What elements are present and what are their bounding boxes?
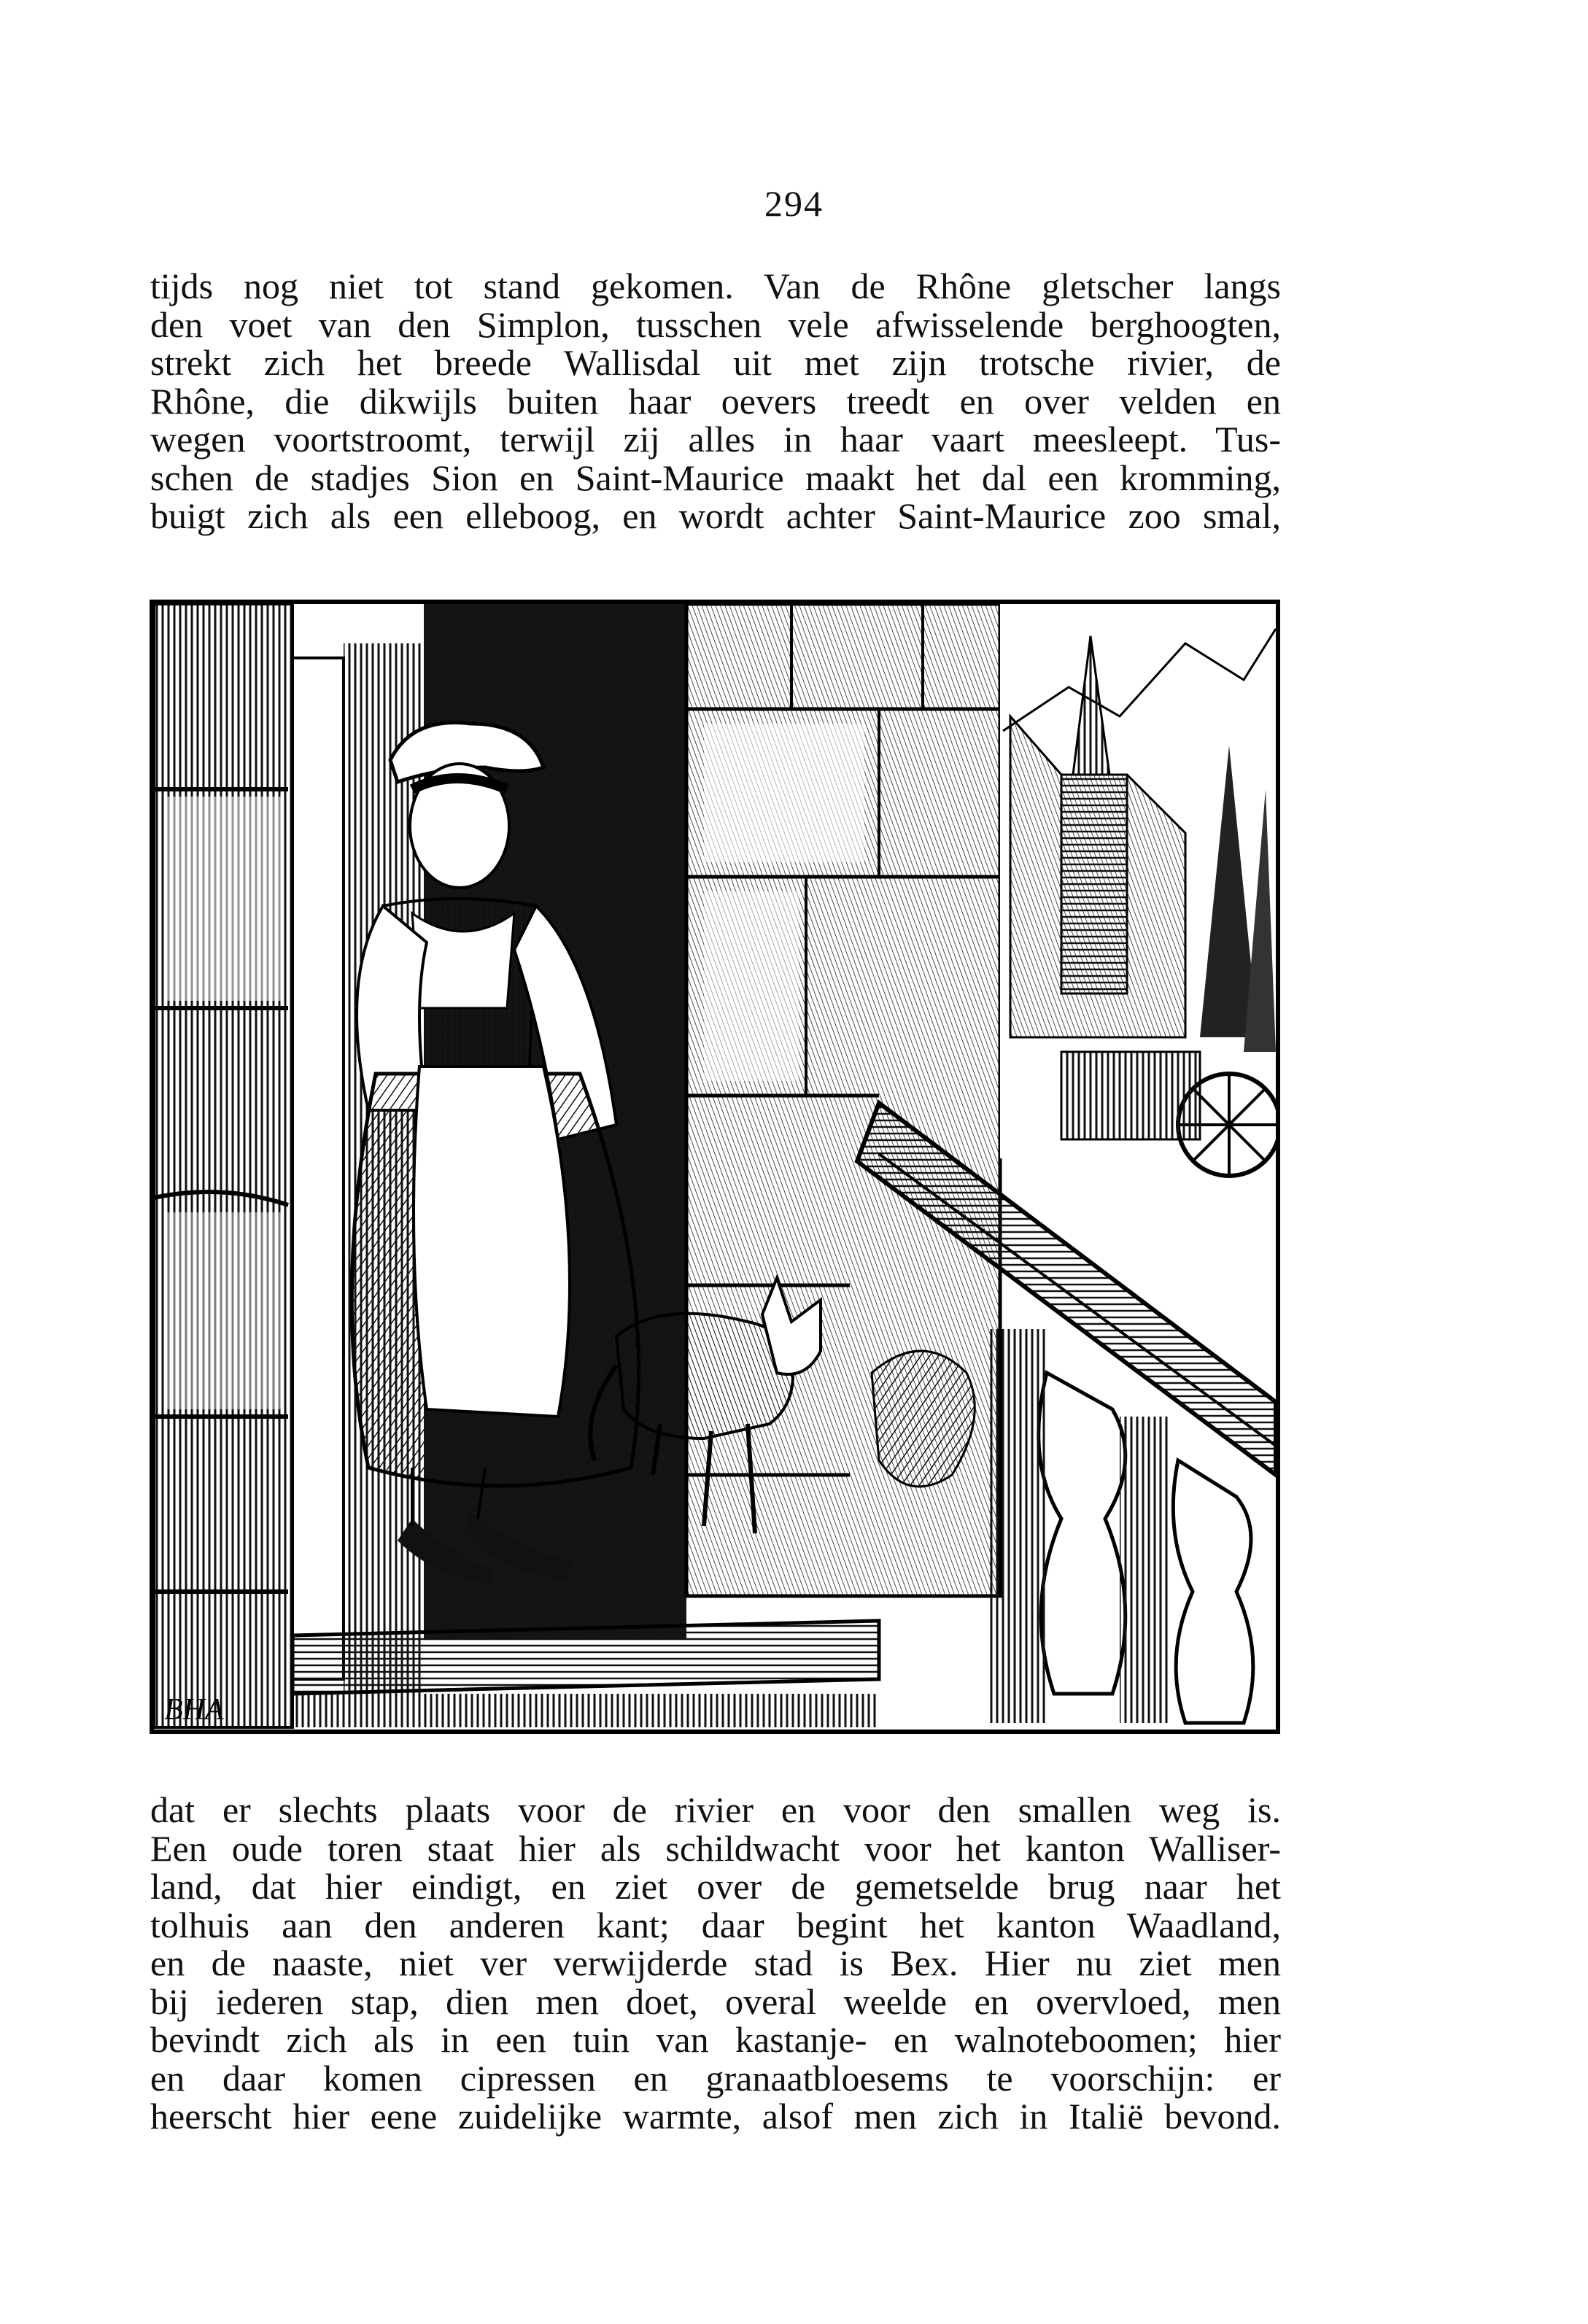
- text-line: tijds nog niet tot stand gekomen. Van de Rhône gletscher langs: [150, 266, 1281, 306]
- text-line: land, dat hier eindigt, en ziet over de gemetselde brug naar het: [150, 1866, 1281, 1907]
- text-line: tolhuis aan den anderen kant; daar begint het kanton Waadland,: [150, 1904, 1281, 1945]
- text-line: strekt zich het breede Wallisdal uit met zijn trotsche rivier, de: [150, 342, 1281, 383]
- text-line: en de naaste, niet ver verwijderde stad is Bex. Hier nu ziet men: [150, 1943, 1281, 1983]
- text-line: bevindt zich als in een tuin van kastanje- en walnoteboomen; hier: [150, 2019, 1281, 2060]
- landscape-background: [1000, 604, 1280, 1176]
- text-line: Een oude toren staat hier als schildwacht voor het kanton Walliser-: [150, 1827, 1281, 1869]
- text-line: den voet van den Simplon, tusschen vele afwisselende berghoogten,: [150, 303, 1281, 345]
- text-line: schen de stadjes Sion en Saint-Maurice maakt het dal een kromming,: [150, 457, 1281, 498]
- stone-wall-left: [154, 604, 293, 1727]
- text-line: bij iederen stap, dien men doet, overal weelde en overvloed, men: [150, 1980, 1281, 2022]
- engraving-drawing: [150, 600, 1280, 1734]
- text-line: dat er slechts plaats voor de rivier en voor den smallen weg is.: [150, 1789, 1281, 1830]
- page-number: 294: [764, 183, 824, 224]
- text-line: heerscht hier eene zuidelijke warmte, alsof men zich in Italië bevond.: [150, 2096, 1281, 2137]
- door-step: [293, 1621, 879, 1727]
- illustration-engraving: [150, 600, 1280, 1734]
- text-line: en daar komen cipressen en granaatbloesems te voorschijn: er: [150, 2057, 1281, 2099]
- paragraph-bottom: [150, 1791, 1281, 2136]
- text-line: buigt zich als een elleboog, en wordt achter Saint-Maurice zoo smal,: [150, 495, 1281, 536]
- engraver-signature: BHA: [164, 1693, 224, 1727]
- paragraph-top: [150, 267, 1281, 535]
- text-line: wegen voortstroomt, terwijl zij alles in haar vaart meesleept. Tus-: [150, 419, 1281, 460]
- text-line: Rhône, die dikwijls buiten haar oevers treedt en over velden en: [150, 380, 1281, 422]
